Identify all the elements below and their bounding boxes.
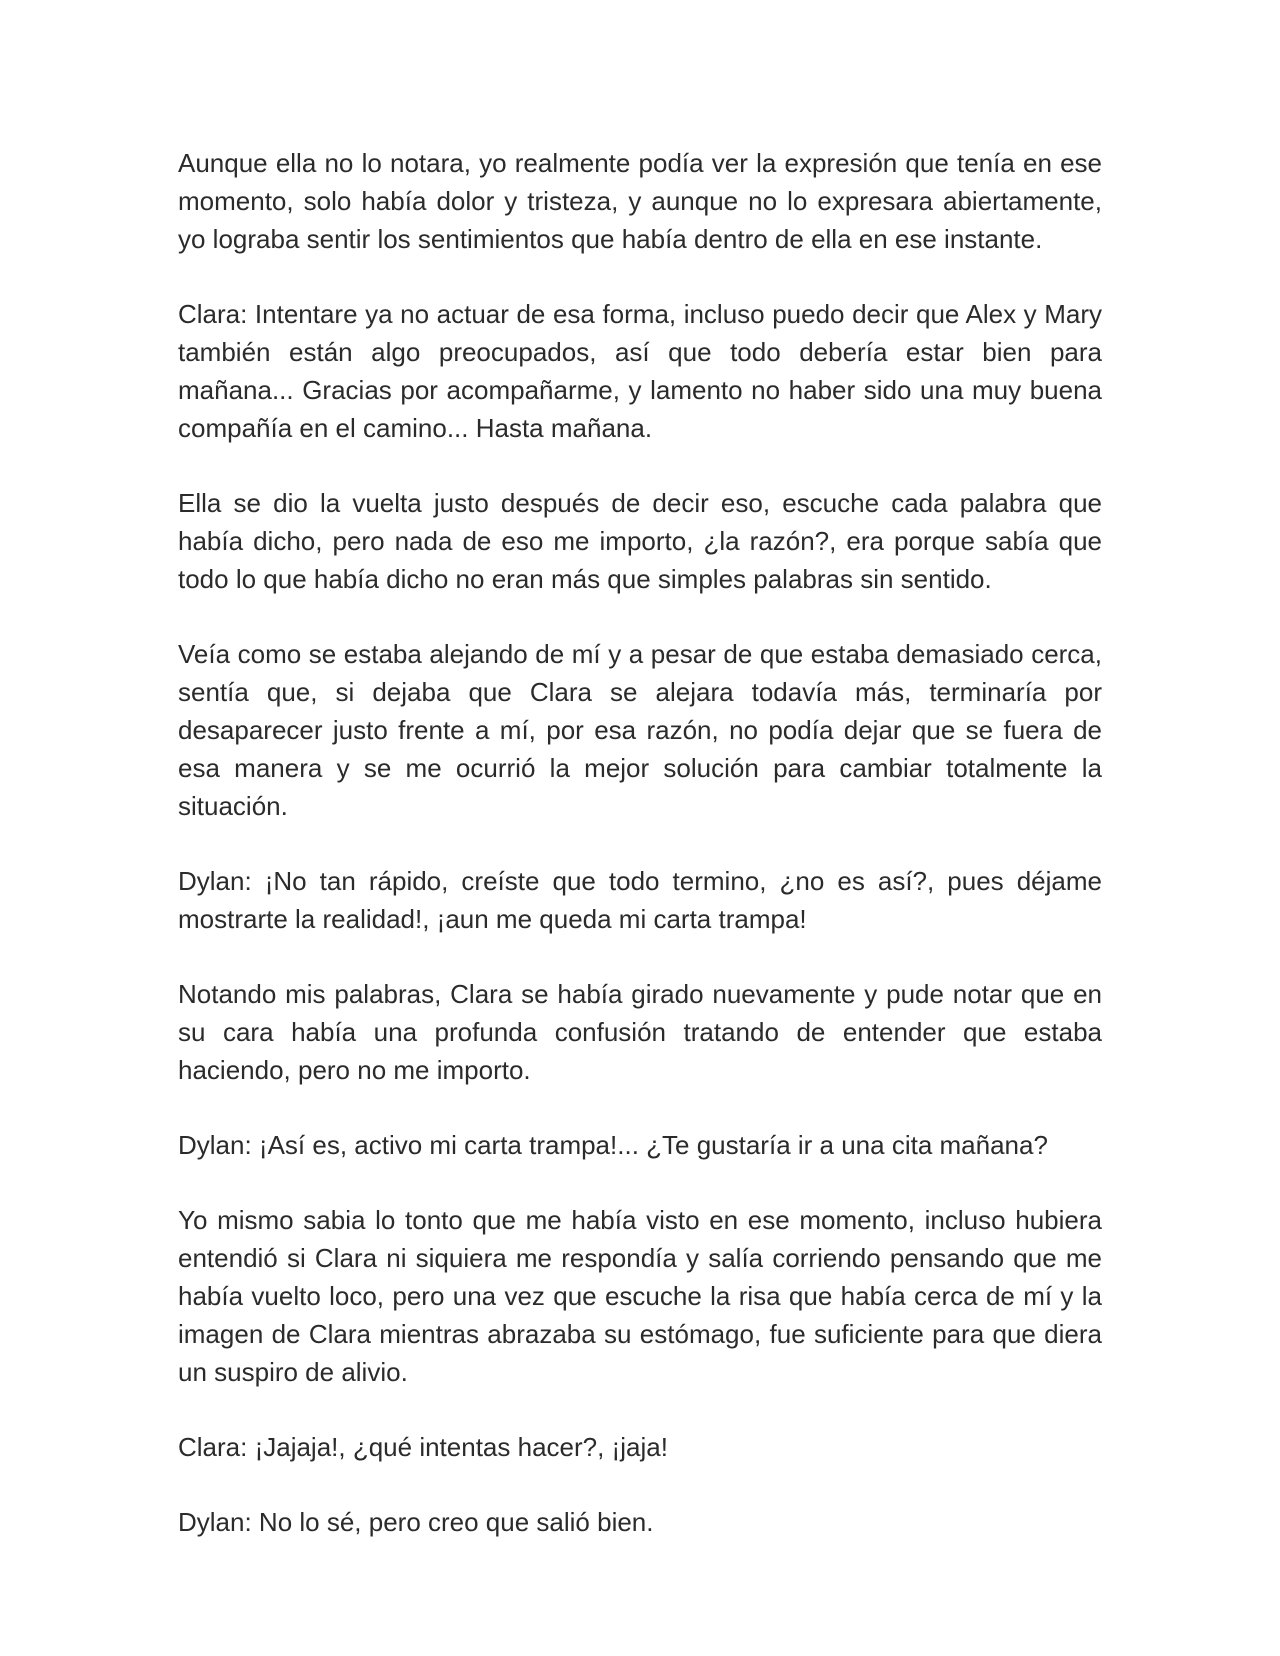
paragraph-3: Ella se dio la vuelta justo después de decir eso, escuche cada palabra que había dicho, pero nada de eso me importo, ¿la razón?, era porque sabía que todo lo que había dicho no eran más que simples palabras sin sentido. (178, 488, 1102, 594)
paragraph-6: Notando mis palabras, Clara se había girado nuevamente y pude notar que en su cara había una profunda confusión tratando de entender que estaba haciendo, pero no me importo. (178, 979, 1102, 1085)
paragraph-10: Dylan: No lo sé, pero creo que salió bien. (178, 1507, 654, 1537)
document-page (178, 144, 1102, 1541)
paragraph-1: Aunque ella no lo notara, yo realmente podía ver la expresión que tenía en ese momento, solo había dolor y tristeza, y aunque no lo expresara abiertamente, yo lograba sentir los sentimientos que había dentro de ella en ese instante. (178, 148, 1102, 254)
paragraph-9: Clara: ¡Jajaja!, ¿qué intentas hacer?, ¡jaja! (178, 1432, 668, 1462)
paragraph-8: Yo mismo sabia lo tonto que me había visto en ese momento, incluso hubiera entendió si Clara ni siquiera me respondía y salía corriendo pensando que me había vuelto loco, pero una vez que escuche la risa que había cerca de mí y la imagen de Clara mientras abrazaba su estómago, fue suficiente para que diera un suspiro de alivio. (178, 1205, 1102, 1387)
paragraph-5: Dylan: ¡No tan rápido, creíste que todo termino, ¿no es así?, pues déjame mostrarte la realidad!, ¡aun me queda mi carta trampa! (178, 866, 1102, 934)
paragraph-7: Dylan: ¡Así es, activo mi carta trampa!... ¿Te gustaría ir a una cita mañana? (178, 1130, 1048, 1160)
paragraph-2: Clara: Intentare ya no actuar de esa forma, incluso puedo decir que Alex y Mary también están algo preocupados, así que todo debería estar bien para mañana... Gracias por acompañarme, y lamento no haber sido una muy buena compañía en el camino... Hasta mañana. (178, 299, 1102, 443)
paragraph-4: Veía como se estaba alejando de mí y a pesar de que estaba demasiado cerca, sentía que, si dejaba que Clara se alejara todavía más, terminaría por desaparecer justo frente a mí, por esa razón, no podía dejar que se fuera de esa manera y se me ocurrió la mejor solución para cambiar totalmente la situación. (178, 639, 1102, 821)
